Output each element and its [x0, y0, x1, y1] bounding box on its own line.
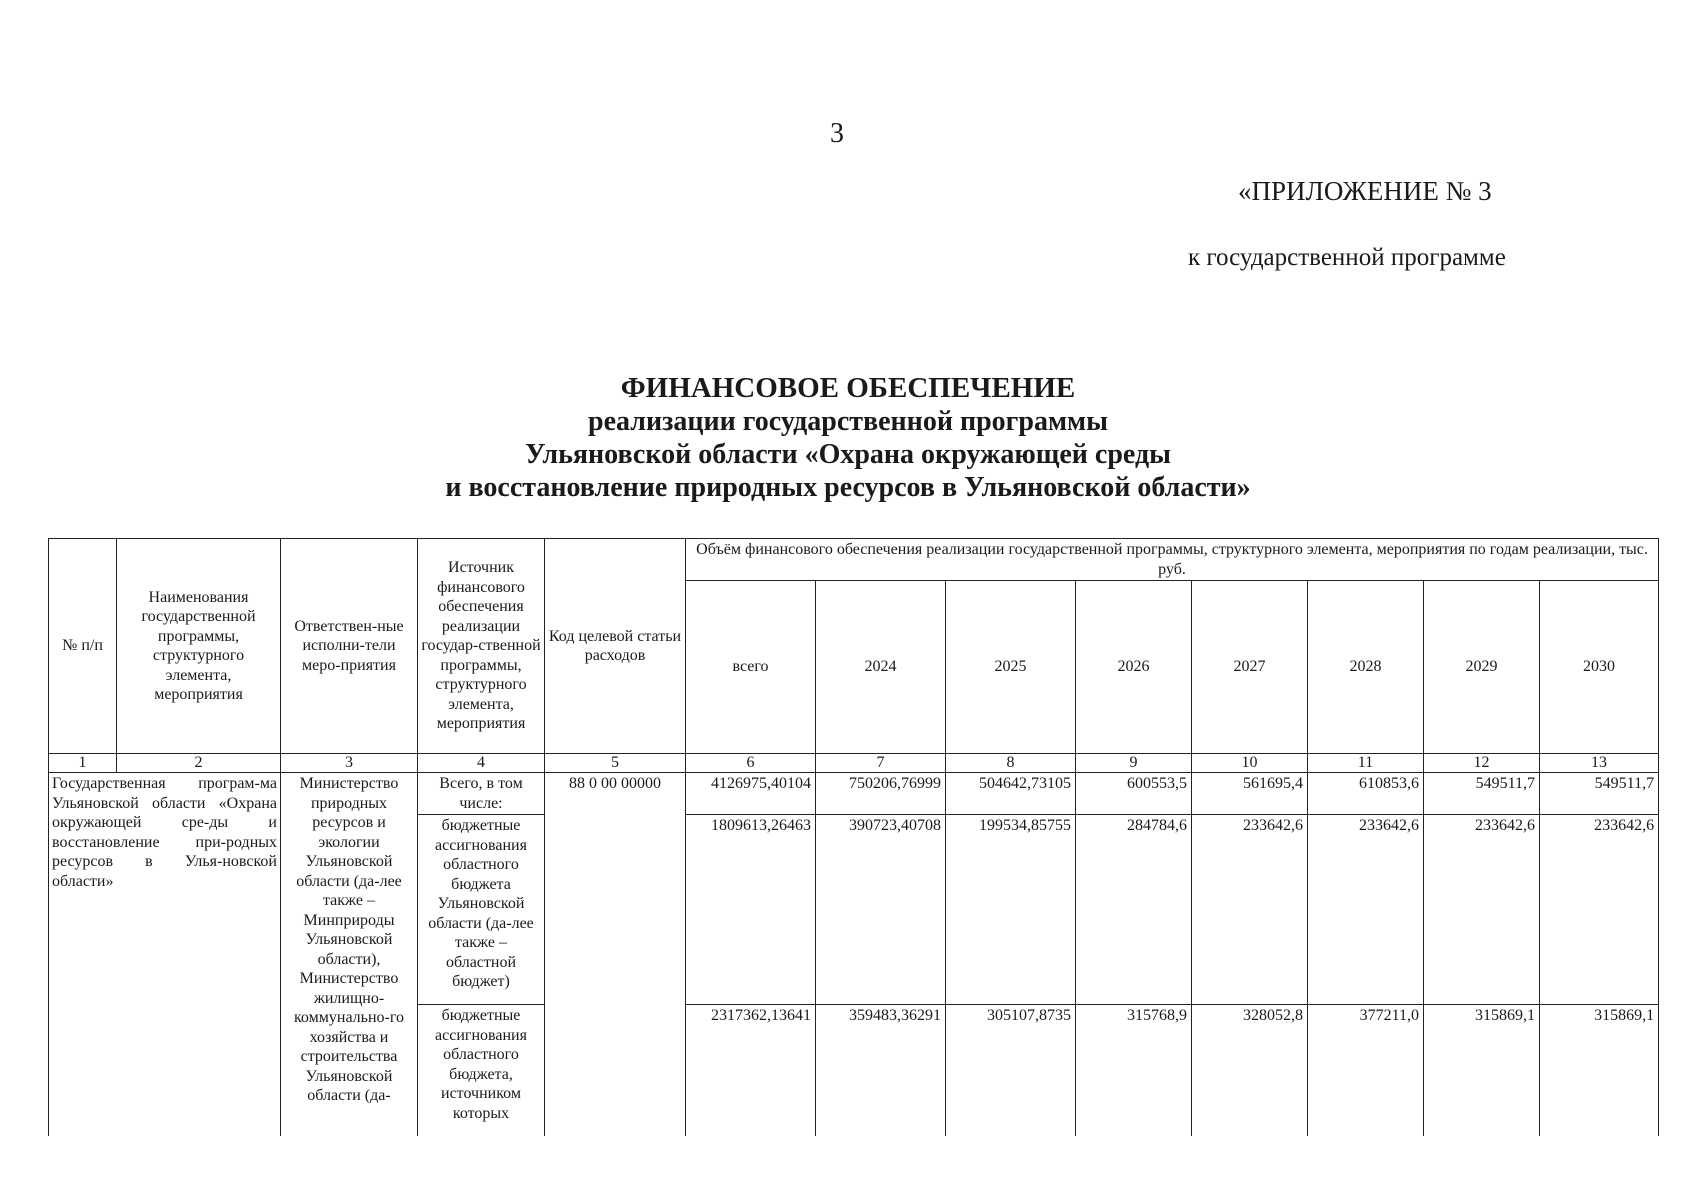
value-regional-2027: 233642,6: [1192, 815, 1308, 1005]
value-federal-2030: 315869,1: [1540, 1005, 1659, 1137]
header-year-2030: 2030: [1540, 581, 1659, 754]
value-regional-2026: 284784,6: [1076, 815, 1192, 1005]
appendix-subheading: к государственной программе: [1188, 244, 1506, 271]
value-federal-2027: 328052,8: [1192, 1005, 1308, 1137]
header-year-2024: 2024: [816, 581, 946, 754]
title-line-2: реализации государственной программы: [588, 406, 1108, 437]
header-executors: Ответствен-ные исполни-тели меро-приятия: [281, 539, 418, 754]
value-regional-all: 1809613,26463: [686, 815, 816, 1005]
financing-table: [48, 538, 1659, 1136]
column-number: 4: [418, 754, 545, 773]
program-code: 88 0 00 00000: [545, 773, 686, 1137]
column-number: 7: [816, 754, 946, 773]
program-executors: Министерство природных ресурсов и экологии Ульяновской области (да-лее также – Минприроды Ульяновской области), Министерство жилищно-коммунально-го хозяйства и строительства Ульяновской области (да-: [281, 773, 418, 1137]
column-number: 6: [686, 754, 816, 773]
header-row-1: [49, 539, 1659, 581]
value-federal-2029: 315869,1: [1424, 1005, 1540, 1137]
value-total-2029: 549511,7: [1424, 773, 1540, 815]
header-year-2028: 2028: [1308, 581, 1424, 754]
value-regional-2030: 233642,6: [1540, 815, 1659, 1005]
column-number: 10: [1192, 754, 1308, 773]
value-regional-2024: 390723,40708: [816, 815, 946, 1005]
header-code: Код целевой статьи расходов: [545, 539, 686, 754]
title-line-1: ФИНАНСОВОЕ ОБЕСПЕЧЕНИЕ: [620, 372, 1076, 404]
column-number: 13: [1540, 754, 1659, 773]
header-number: № п/п: [49, 539, 117, 754]
header-name: Наименования государственной программы, структурного элемента, мероприятия: [117, 539, 281, 754]
value-federal-2026: 315768,9: [1076, 1005, 1192, 1137]
program-name: Государственная програм-ма Ульяновской области «Охрана окружающей сре-ды и восстановление при-родных ресурсов в Улья-новской области»: [49, 773, 281, 1137]
source-total: Всего, в том числе:: [418, 773, 545, 815]
column-number: 1: [49, 754, 117, 773]
value-total-2030: 549511,7: [1540, 773, 1659, 815]
value-total-2024: 750206,76999: [816, 773, 946, 815]
title-line-3: Ульяновской области «Охрана окружающей среды: [524, 439, 1172, 470]
source-federal-transfers: бюджетные ассигнования областного бюджета, источником которых: [418, 1005, 545, 1137]
column-number: 12: [1424, 754, 1540, 773]
table-row-total: [49, 773, 1659, 815]
header-year-2025: 2025: [946, 581, 1076, 754]
column-number: 2: [117, 754, 281, 773]
value-total-all: 4126975,40104: [686, 773, 816, 815]
column-number: 11: [1308, 754, 1424, 773]
value-federal-2025: 305107,8735: [946, 1005, 1076, 1137]
value-federal-2028: 377211,0: [1308, 1005, 1424, 1137]
header-source: Источник финансового обеспечения реализации государ-ственной программы, структурного элемента, мероприятия: [418, 539, 545, 754]
header-volume-group: Объём финансового обеспечения реализации государственной программы, структурного элемента, мероприятия по годам реализации, тыс. руб.: [686, 539, 1659, 581]
title-line-4: и восстановление природных ресурсов в Ульяновской области»: [445, 472, 1251, 503]
appendix-heading: «ПРИЛОЖЕНИЕ № 3: [1238, 176, 1492, 206]
value-regional-2028: 233642,6: [1308, 815, 1424, 1005]
page-number: 3: [830, 118, 844, 149]
header-year-2026: 2026: [1076, 581, 1192, 754]
value-total-2027: 561695,4: [1192, 773, 1308, 815]
source-regional-budget: бюджетные ассигнования областного бюджета Ульяновской области (да-лее также – областной бюджет): [418, 815, 545, 1005]
column-number: 8: [946, 754, 1076, 773]
column-number: 5: [545, 754, 686, 773]
value-federal-all: 2317362,13641: [686, 1005, 816, 1137]
value-total-2025: 504642,73105: [946, 773, 1076, 815]
value-federal-2024: 359483,36291: [816, 1005, 946, 1137]
column-number: 9: [1076, 754, 1192, 773]
value-regional-2029: 233642,6: [1424, 815, 1540, 1005]
column-number: 3: [281, 754, 418, 773]
value-total-2026: 600553,5: [1076, 773, 1192, 815]
column-numbers-row: [49, 754, 1659, 773]
header-year-2027: 2027: [1192, 581, 1308, 754]
header-total: всего: [686, 581, 816, 754]
value-total-2028: 610853,6: [1308, 773, 1424, 815]
header-year-2029: 2029: [1424, 581, 1540, 754]
value-regional-2025: 199534,85755: [946, 815, 1076, 1005]
